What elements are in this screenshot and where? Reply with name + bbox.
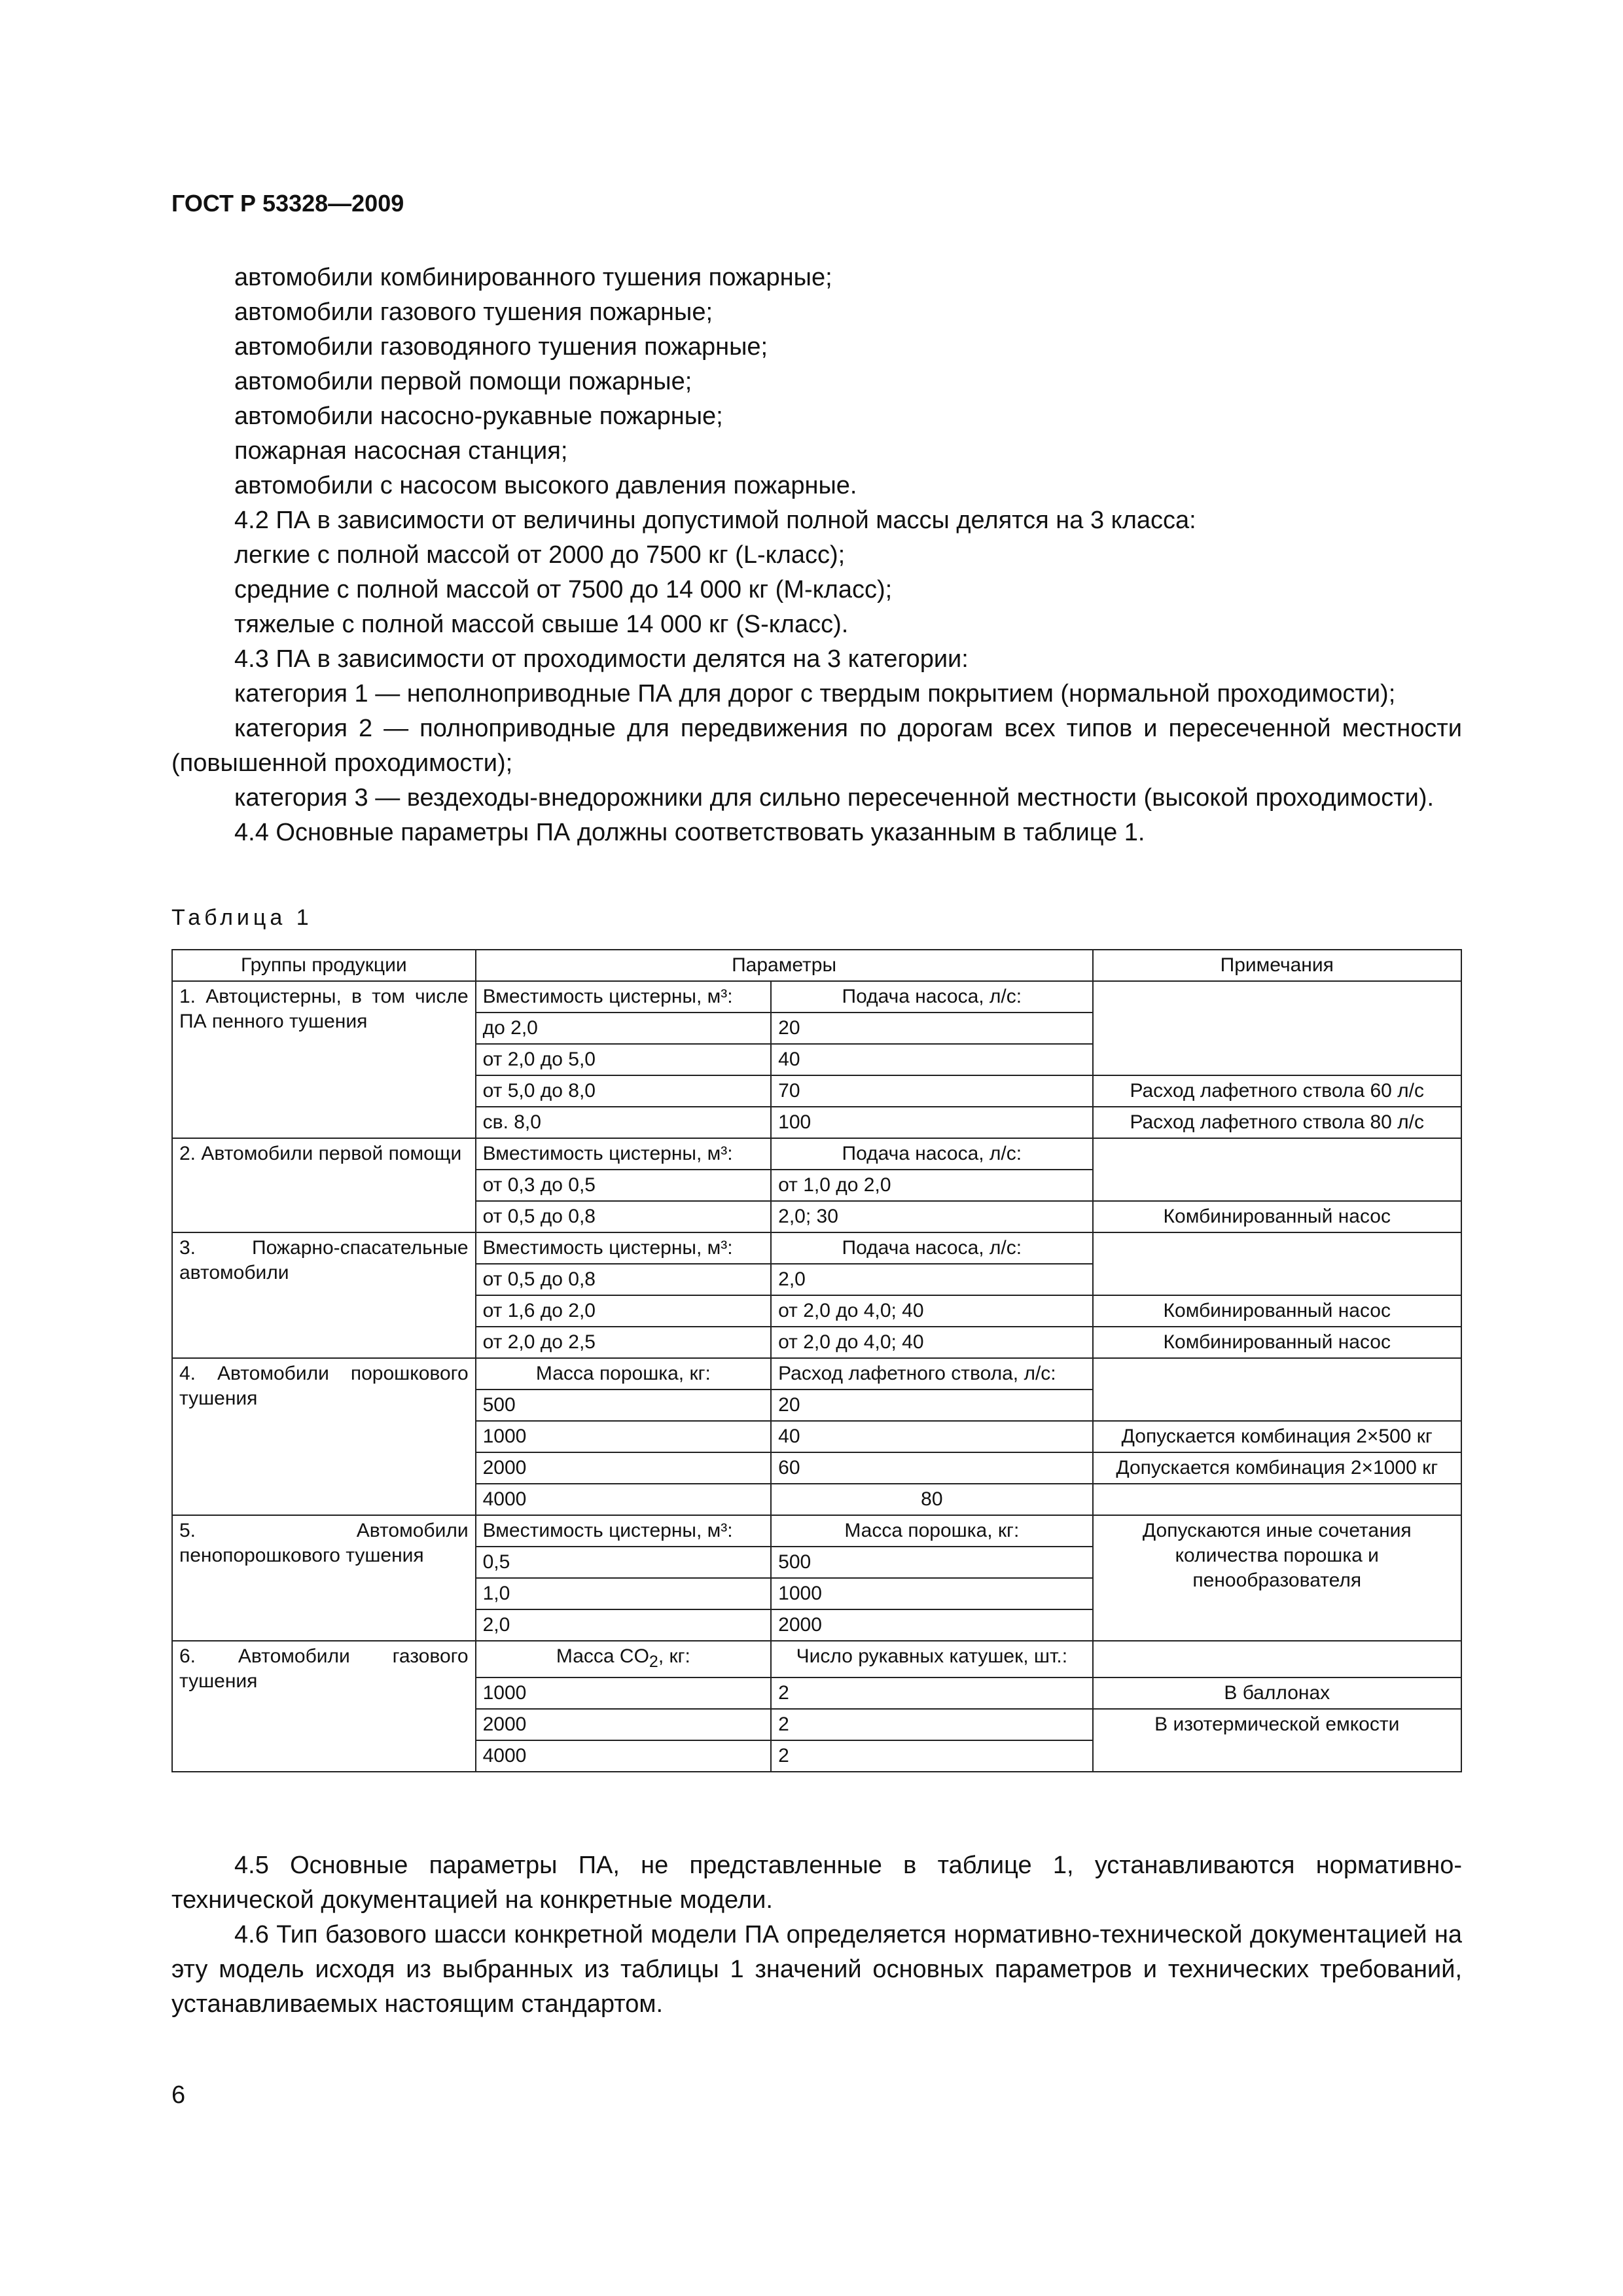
note-cell: Допускается комбинация 2×1000 кг [1093,1452,1461,1484]
paragraph: категория 2 — полноприводные для передвижения по дорогам всех типов и пересеченной местности (повышенной проходимости); [171,715,1462,777]
table-cell: 1000 [476,1677,772,1709]
paragraph: автомобили газового тушения пожарные; [234,298,713,326]
note-cell [1093,1641,1461,1677]
table-cell: от 2,0 до 5,0 [476,1044,772,1075]
table-cell: 2,0 [476,1609,772,1641]
table-cell: св. 8,0 [476,1107,772,1138]
paragraph: категория 1 — неполноприводные ПА для дорог с твердым покрытием (нормальной проходимости); [234,680,1396,708]
table-cell: 80 [771,1484,1092,1515]
paragraph: легкие с полной массой от 2000 до 7500 кг (L-класс); [234,541,846,569]
table-row [172,1515,1461,1547]
table-cell: 100 [771,1107,1092,1138]
table-cell: 4000 [476,1484,772,1515]
param-head-cell: Вместимость цистерны, м³: [476,1515,772,1547]
note-cell [1093,981,1461,1075]
table-row [172,1232,1461,1264]
note-cell: Расход лафетного ствола 60 л/с [1093,1075,1461,1107]
group-cell: 5. Автомобили пенопорошкового тушения [172,1515,476,1641]
co2-unit: , кг: [658,1645,690,1667]
table-cell: до 2,0 [476,1013,772,1044]
param-head-cell: Подача насоса, л/с: [771,1232,1092,1264]
note-cell: В изотермической емкости [1093,1709,1461,1772]
table-cell: 2,0; 30 [771,1201,1092,1232]
note-cell: В баллонах [1093,1677,1461,1709]
table-cell: 40 [771,1044,1092,1075]
table-cell: 70 [771,1075,1092,1107]
table-cell: 2000 [476,1709,772,1740]
param-head-cell: Подача насоса, л/с: [771,1138,1092,1170]
table-cell: 2000 [476,1452,772,1484]
table-cell: 2 [771,1740,1092,1772]
paragraph: автомобили первой помощи пожарные; [234,368,692,395]
note-cell [1093,1232,1461,1295]
param-head-cell: Масса порошка, кг: [476,1358,772,1390]
co2-label: Масса CO [556,1645,649,1667]
table-cell: от 1,6 до 2,0 [476,1295,772,1327]
table-cell: 2,0 [771,1264,1092,1295]
note-cell: Допускается комбинация 2×500 кг [1093,1421,1461,1452]
table-row [172,981,1461,1013]
table-cell: от 2,0 до 4,0; 40 [771,1295,1092,1327]
group-cell: 1. Автоцистерны, в том числе ПА пенного тушения [172,981,476,1138]
note-cell [1093,1138,1461,1201]
table-cell: от 0,5 до 0,8 [476,1201,772,1232]
paragraph: средние с полной массой от 7500 до 14 000 кг (M-класс); [234,576,893,603]
group-cell: 3. Пожарно-спасательные автомобили [172,1232,476,1358]
table-caption: Таблица 1 [171,905,313,930]
table-cell: 2 [771,1709,1092,1740]
param-head-cell: Расход лафетного ствола, л/с: [771,1358,1092,1390]
paragraph: 4.6 Тип базового шасси конкретной модели ПА определяется нормативно-технической документацией на эту модель исходя из выбранных из таблицы 1 значений основных параметров и технических требований, устанавливаемых настоящим стандартом. [171,1921,1462,2018]
table-cell: от 2,0 до 4,0; 40 [771,1327,1092,1358]
note-cell: Комбинированный насос [1093,1327,1461,1358]
param-head-cell: Вместимость цистерны, м³: [476,981,772,1013]
table-cell: 500 [476,1390,772,1421]
paragraph: 4.5 Основные параметры ПА, не представленные в таблице 1, устанавливаются нормативно-технической документацией на конкретные модели. [171,1852,1462,1914]
note-cell: Комбинированный насос [1093,1201,1461,1232]
param-head-cell [476,1641,772,1677]
table-cell: от 0,3 до 0,5 [476,1170,772,1201]
table-cell: 500 [771,1547,1092,1578]
paragraph: автомобили насосно-рукавные пожарные; [234,403,723,430]
paragraph: автомобили газоводяного тушения пожарные; [234,333,768,361]
parameters-table [171,949,1462,1772]
group-cell: 2. Автомобили первой помощи [172,1138,476,1232]
closing-text [171,1848,1462,2022]
note-cell: Комбинированный насос [1093,1295,1461,1327]
header-cell: Параметры [476,950,1093,981]
table-row [172,1138,1461,1170]
paragraph: автомобили с насосом высокого давления пожарные. [234,472,857,499]
param-head-cell: Вместимость цистерны, м³: [476,1138,772,1170]
paragraph: автомобили комбинированного тушения пожарные; [234,264,832,291]
table-header-row [172,950,1461,981]
header-cell: Группы продукции [172,950,476,981]
table-cell: 1,0 [476,1578,772,1609]
body-text [171,260,1462,850]
group-cell: 6. Автомобили газового тушения [172,1641,476,1772]
table-cell: 20 [771,1013,1092,1044]
table-cell: 1000 [771,1578,1092,1609]
paragraph: 4.3 ПА в зависимости от проходимости делятся на 3 категории: [234,645,969,673]
table-cell: от 2,0 до 2,5 [476,1327,772,1358]
header-cell: Примечания [1093,950,1461,981]
co2-subscript: 2 [649,1653,658,1671]
note-cell [1093,1484,1461,1515]
table-cell: 4000 [476,1740,772,1772]
table-cell: 40 [771,1421,1092,1452]
param-head-cell: Подача насоса, л/с: [771,981,1092,1013]
note-cell: Расход лафетного ствола 80 л/с [1093,1107,1461,1138]
table-cell: от 1,0 до 2,0 [771,1170,1092,1201]
table-cell: 20 [771,1390,1092,1421]
table-cell: 2 [771,1677,1092,1709]
paragraph: категория 3 — вездеходы-внедорожники для сильно пересеченной местности (высокой проходимости). [234,784,1435,812]
table-row [172,1358,1461,1390]
paragraph: пожарная насосная станция; [234,437,568,465]
note-cell [1093,1358,1461,1421]
page-number: 6 [171,2081,186,2109]
table-cell: 60 [771,1452,1092,1484]
table-cell: 1000 [476,1421,772,1452]
table-cell: 2000 [771,1609,1092,1641]
param-head-cell: Число рукавных катушек, шт.: [771,1641,1092,1677]
table-cell: 0,5 [476,1547,772,1578]
note-cell: Допускаются иные сочетания количества порошка и пенообразователя [1093,1515,1461,1641]
group-cell: 4. Автомобили порошкового тушения [172,1358,476,1515]
paragraph: 4.2 ПА в зависимости от величины допустимой полной массы делятся на 3 класса: [234,507,1196,534]
table-cell: от 0,5 до 0,8 [476,1264,772,1295]
param-head-cell: Масса порошка, кг: [771,1515,1092,1547]
table-cell: от 5,0 до 8,0 [476,1075,772,1107]
table-row [172,1641,1461,1677]
paragraph: тяжелые с полной массой свыше 14 000 кг (S-класс). [234,611,849,638]
document-header: ГОСТ Р 53328—2009 [171,190,404,217]
paragraph: 4.4 Основные параметры ПА должны соответствовать указанным в таблице 1. [234,819,1145,846]
param-head-cell: Вместимость цистерны, м³: [476,1232,772,1264]
